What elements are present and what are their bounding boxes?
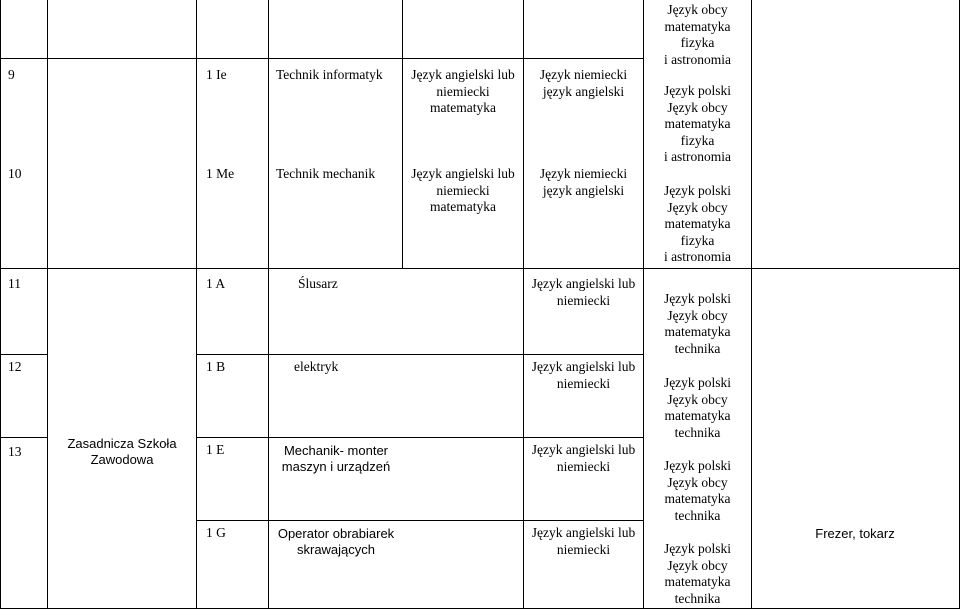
subject-line: technika	[674, 507, 721, 523]
language-line: Język angielski lub	[531, 525, 636, 540]
foreign-languages	[523, 166, 644, 199]
school-name	[47, 436, 197, 468]
subject-line: Język polski	[663, 291, 732, 306]
subject-line: Język polski	[663, 458, 732, 473]
basic-subjects	[643, 375, 752, 441]
row-number: 13	[8, 444, 22, 459]
profession	[294, 359, 338, 376]
subject-line: fizyka	[680, 132, 715, 148]
profession	[276, 166, 375, 183]
language-line: język angielski	[542, 182, 625, 198]
profession-line: Mechanik- monter	[283, 443, 389, 458]
grid-line	[0, 437, 47, 438]
language-line: Język niemiecki	[539, 67, 628, 82]
subject-line: matematyka	[664, 491, 731, 506]
subject-line: Język obcy	[667, 474, 728, 490]
grid-line	[196, 520, 643, 521]
profession-line: skrawających	[296, 542, 376, 557]
grid-line	[0, 354, 47, 355]
basic-subjects	[643, 183, 752, 266]
language-line: niemiecki	[556, 458, 611, 474]
grid-line	[196, 437, 643, 438]
subject-line: fizyka	[680, 232, 715, 248]
row-number: 10	[8, 166, 22, 181]
subject-line: matematyka	[664, 574, 731, 589]
subject-line: technika	[674, 590, 721, 606]
grid-line	[402, 0, 403, 269]
subject-line: i astronomia	[663, 149, 732, 164]
specialization: Frezer, tokarz	[815, 526, 895, 541]
basic-subjects	[643, 458, 752, 524]
subject-line: Język polski	[663, 541, 732, 556]
subject-line: technika	[674, 340, 721, 356]
class-name: 1 G	[206, 525, 226, 540]
class-name: 1 A	[206, 276, 226, 291]
row-number: 9	[8, 67, 15, 82]
basic-subjects	[643, 2, 752, 68]
basic-subjects	[643, 83, 752, 166]
subject-line: Język obcy	[667, 307, 728, 323]
grid-line	[47, 0, 48, 609]
language-line: niemiecki	[556, 541, 611, 557]
school-name-line: Zawodowa	[90, 452, 154, 467]
language-line: niemiecki	[556, 375, 611, 391]
profession-line: Ślusarz	[298, 276, 338, 291]
foreign-languages	[523, 442, 644, 475]
subject-line: Język polski	[663, 183, 732, 198]
subject-line: technika	[674, 424, 721, 440]
grid-line	[0, 268, 960, 269]
class-name: 1 B	[206, 359, 226, 374]
subject-line: Język polski	[663, 375, 732, 390]
subject-line: Język obcy	[667, 391, 728, 407]
language-line: Język angielski lub	[531, 276, 636, 291]
subject-line: matematyka	[664, 18, 731, 34]
subject-line: Język obcy	[667, 199, 728, 215]
profession	[268, 526, 404, 558]
row-number: 11	[8, 276, 21, 291]
language-line: język angielski	[542, 83, 625, 99]
subject-line: Język obcy	[667, 2, 728, 17]
basic-subjects	[643, 291, 752, 357]
grid-line	[0, 0, 1, 609]
foreign-languages	[523, 67, 644, 100]
profession-line: Operator obrabiarek	[277, 526, 395, 541]
subject-line: matematyka	[664, 116, 731, 131]
extended-subject-line: Język angielski lub	[411, 166, 515, 181]
class-name: 1 Ie	[206, 67, 227, 82]
profession-line: Technik informatyk	[276, 67, 383, 82]
profession-line: elektryk	[294, 359, 339, 374]
school-name-line: Zasadnicza Szkoła	[67, 436, 177, 451]
grid-line	[196, 354, 643, 355]
row-number: 12	[8, 359, 22, 374]
foreign-languages	[523, 525, 644, 558]
profession	[268, 443, 404, 475]
language-line: Język angielski lub	[531, 359, 636, 374]
subject-line: Język polski	[663, 83, 732, 98]
grid-line	[196, 0, 197, 609]
subject-line: i astronomia	[663, 249, 732, 264]
subject-line: Język obcy	[667, 99, 728, 115]
subject-line: matematyka	[664, 324, 731, 339]
foreign-languages	[523, 276, 644, 309]
subject-line: matematyka	[664, 216, 731, 231]
basic-subjects	[643, 541, 752, 607]
language-line: Język niemiecki	[539, 166, 628, 181]
profession	[276, 67, 383, 84]
language-line: niemiecki	[556, 292, 611, 308]
subject-line: Język obcy	[667, 557, 728, 573]
class-name: 1 E	[206, 442, 225, 457]
extended-subject-line: matematyka	[430, 199, 496, 214]
profession-line: Technik mechanik	[276, 166, 376, 181]
grid-line	[268, 0, 269, 609]
foreign-languages	[523, 359, 644, 392]
extended-subject-line: matematyka	[430, 100, 496, 115]
subject-line: matematyka	[664, 408, 731, 423]
language-line: Język angielski lub	[531, 442, 636, 457]
grid-line	[0, 608, 960, 609]
extended-subjects	[402, 166, 524, 216]
extended-subject-line: Język angielski lub	[411, 67, 515, 82]
profession-line: maszyn i urządzeń	[281, 459, 391, 474]
profession	[298, 276, 338, 293]
extended-subject-line: niemiecki	[436, 182, 490, 198]
subject-line: i astronomia	[663, 51, 732, 67]
extended-subject-line: niemiecki	[436, 83, 490, 99]
subject-line: fizyka	[680, 35, 715, 50]
grid-line	[0, 58, 643, 59]
class-name: 1 Me	[206, 166, 235, 181]
extended-subjects	[402, 67, 524, 117]
